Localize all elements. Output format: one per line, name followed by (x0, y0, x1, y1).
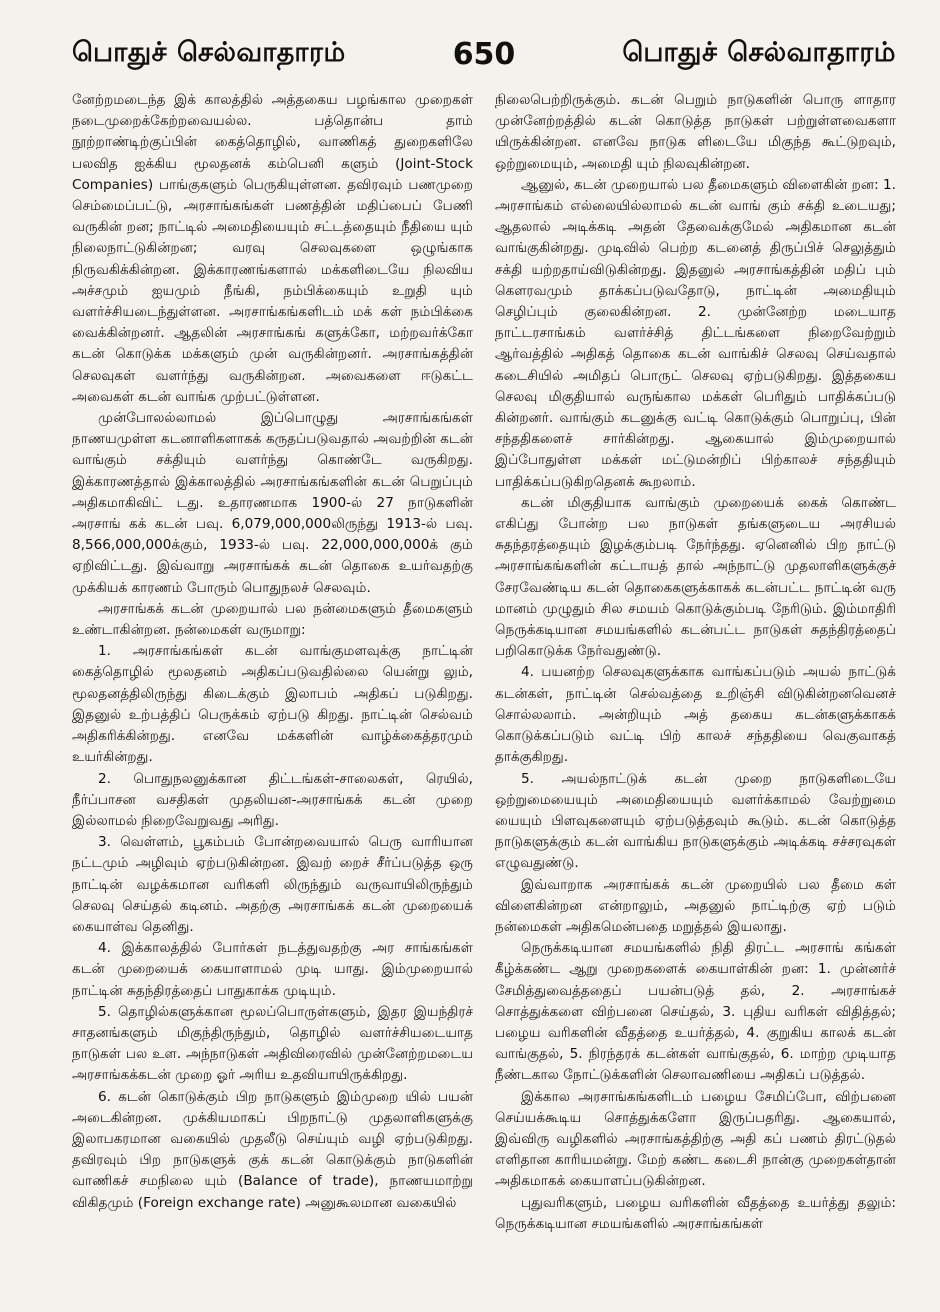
paragraph: நெருக்கடியான சமயங்களில் நிதி திரட்ட அரசாங் கங்கள் கீழ்க்கண்ட ஆறு முறைகளைக் கையாள்கின் றன: 1. முன்னர்ச் சேமித்துவைத்ததைப் பயன்படுத் தல், 2. அரசாங்கச் சொத்துக்களை விற்பனை செய்தல், 3. புதிய வரிகள் விதித்தல்; பழைய வரிகளின் வீதத்தை உயர்த்தல், 4. குறுகிய காலக் கடன் வாங்குதல், 5. நிரந்தரக் கடன்கள் வாங்குதல், 6. மாற்ற முடியாத நீண்டகால நோட்டுக்களின் செலாவணியை அதிகப் படுத்தல். (495, 940, 896, 1084)
paragraph: இவ்வாறாக அரசாங்கக் கடன் முறையில் பல தீமை கள் விளைகின்றன என்றாலும், அதனுல் நாட்டிற்கு ஏற் படும் நன்மைகள் அதிகமென்பதை மறுத்தல் இயலாது. (495, 876, 896, 935)
text-columns (72, 90, 896, 1300)
paragraph: நிலைபெற்றிருக்கும். கடன் பெறும் நாடுகளின் பொரு ளாதார முன்னேற்றத்தில் கடன் கொடுத்த நாடுகள் பற்றுள்ளவைகளா யிருக்கின்றன. எனவே நாடுக ளிடையே மிகுந்த கூட்டுறவும், ஒற்றுமையும், அமைதி யும் நிலவுகின்றன. (495, 92, 896, 172)
paragraph: 5. தொழில்களுக்கான மூலப்பொருள்களும், இதர இயந்திரச் சாதனங்களும் மிகுந்திருந்தும், தொழில் வளர்ச்சியடையாத நாடுகள் பல உள. அந்நாடுகள் அதிவிரைவில் முன்னேற்றமடைய அரசாங்கக்கடன் முறை ஓர் அரிய உதவியாயிருக்கிறது. (72, 1003, 473, 1084)
paragraph: முன்போலல்லாமல் இப்பொழுது அரசாங்கங்கள் நாணயமுள்ள கடனாளிகளாகக் கருதப்படுவதால் அவற்றின் கடன் வாங்கும் சக்தியும் வளர்ந்து கொண்டே வருகிறது. இக்காரணத்தால் இக்காலத்தில் அரசாங்கங்களின் கடன் பெறுப்பும் அதிகமாகிவிட் டது. உதாரணமாக 1900-ல் 27 நாடுகளின் அரசாங் கக் கடன் பவு. 6,079,000,000லிருந்து 1913-ல் பவு. 8,566,000,000க்கும், 1933-ல் பவு. 22,000,000,000க் கும் ஏறிவிட்டது. இவ்வாறு அரசாங்கக் கடன் தொகை உயர்வதற்கு முக்கியக் காரணம் போரும் பொதுநலச் செலவும். (72, 410, 473, 596)
paragraph: 1. அரசாங்கங்கள் கடன் வாங்குமளவுக்கு நாட்டின் கைத்தொழில் மூலதனம் அதிகப்படுவதில்லை யென்று லும், மூலதனத்திலிருந்து கிடைக்கும் இலாபம் அதிகப் படுகிறது. இதனுல் உற்பத்திப் பெருக்கம் ஏற்படு கிறது. நாட்டின் செல்வம் அதிகரிக்கின்றது. எனவே மக்களின் வாழ்க்கைத்தரமும் உயர்கின்றது. (72, 643, 473, 766)
paragraph: அரசாங்கக் கடன் முறையால் பல நன்மைகளும் தீமைகளும் உண்டாகின்றன. நன்மைகள் வருமாறு: (72, 600, 473, 639)
paragraph: கடன் மிகுதியாக வாங்கும் முறையைக் கைக் கொண்ட எகிப்து போன்ற பல நாடுகள் தங்களுடைய அரசியல் சுதந்தரத்தையும் இழக்கும்படி நேர்ந்தது. ஏனெனில் பிற நாட்டு அரசாங்கங்களின் கட்டாயத் தால் அந்நாட்டு முதலாளிகளுக்குச் சேரவேண்டிய கடன் தொகைகளுக்காகக் கடன்பட்ட நாட்டின் வரு மானம் முழுதும் சில சமயம் கொடுக்கும்படி நேரிடும். இம்மாதிரி நெருக்கடியான சமயங்களில் கடன்பட்ட நாடுகள் சுதந்திரத்தைப் பறிகொடுக்க நேர்வதுண்டு. (495, 494, 896, 660)
paragraph: 2. பொதுநலனுக்கான திட்டங்கள்-சாலைகள், ரெயில், நீர்ப்பாசன வசதிகள் முதலியன-அரசாங்கக் கடன் முறை இல்லாமல் நிறைவேறுவது அரிது. (72, 770, 473, 829)
paragraph: இக்கால அரசாங்கங்களிடம் பழைய சேமிப்போ, விற்பனை செய்யக்கூடிய சொத்துக்களோ இருப்பதரிது. ஆகையால், இவ்விரு வழிகளில் அரசாங்கத்திற்கு அதி கப் பணம் திரட்டுதல் எளிதான காரியமன்று. மேற் கண்ட கடைசி நான்கு முறைகள்தான் அதிகமாகக் கையாளப்படுகின்றன. (495, 1088, 896, 1190)
paragraph: 6. கடன் கொடுக்கும் பிற நாடுகளும் இம்முறை யில் பயன் அடைகின்றன. முக்கியமாகப் பிறநாட்டு முதலாளிகளுக்கு இலாபகரமான வகையில் முதலீடு செய்யும் வழி ஏற்படுகிறது. தவிரவும் பிற நாடுகளுக் குக் கடன் கொடுக்கும் நாடுகளின் வாணிகச் சமநிலை யும் (Balance of trade), நாணயமாற்று விகிதமும் (Foreign exchange rate) அனுகூலமான வகையில் (72, 1088, 473, 1211)
paragraph: ஆனுல், கடன் முறையால் பல தீமைகளும் விளைகின் றன: 1. அரசாங்கம் எல்லையில்லாமல் கடன் வாங் கும் சக்தி உடையது; ஆதலால் அடிக்கடி அதன் தேவைக்குமேல் அதிகமான கடன் வாங்குகின்றது. முடிவில் பெற்ற கடனைத் திருப்பிச் செலுத்தும் சக்தி யற்றதாய்விடுகின்றது. இதனுல் அரசாங்கத்தின் மதிப் பும் கௌரவமும் தாக்கப்படுவதோடு, நாட்டின் அமைதியும் செழிப்பும் குலைகின்றன. 2. முன்னேற்ற மடையாத நாட்டரசாங்கம் வளர்ச்சித் திட்டங்களை நிறைவேற்றும் ஆர்வத்தில் அதிகத் தொகை கடன் வாங்கிச் செலவு செய்வதால் கடைசியில் அமிதப் பொருட் செலவு ஏற்படுகிறது. இத்தகைய செலவு மிகுதியால் வருங்கால மக்கள் பெரிதும் பாதிக்கப்படு கின்றனர். வாங்கும் கடனுக்கு வட்டி கொடுக்கும் பொறுப்பு, பின் சந்ததிகளைச் சார்கின்றது. ஆகையால் இம்முறையால் இப்போதுள்ள மக்கள் மட்டுமன்றிப் பிற்காலச் சந்ததியும் பாதிக்கப்படுகிறதெனக் கூறலாம். (495, 176, 896, 490)
paragraph: னேற்றமடைந்த இக் காலத்தில் அத்தகைய பழங்கால முறைகள் நடைமுறைக்கேற்றவையல்ல. பத்தொன்ப தாம் நூற்றாண்டிற்குப்பின் கைத்தொழில், வாணிகத் துறைகளிலே பலவித ஐக்கிய மூலதனக் கம்பெனி களும் (Joint-Stock Companies) பாங்குகளும் பெருகியுள்ளன. தவிரவும் பணமுறை செம்மைப்பட்டு, அரசாங்கங்கள் பணத்தின் மதிப்பைப் பேணி வருகின் றன; நாட்டில் அமைதியையும் சட்டத்தையும் நீதியை யும் நிலைநாட்டுகின்றன; வரவு செலவுகளை ஒழுங்காக நிருவகிக்கின்றன. இக்காரணங்களால் மக்களிடையே நிலவிய அச்சமும் ஐயமும் நீங்கி, நம்பிக்கையும் உறுதி யும் வளர்ச்சியடைந்துள்ளன. அரசாங்கங்களிடம் மக் கள் நம்பிக்கை வைக்கின்றனர். ஆதலின் அரசாங்கங் களுக்கோ, மற்றவர்க்கோ கடன் கொடுக்க மக்களும் முன் வருகின்றனர். அரசாங்கத்தின் செலவுகள் வளர்ந்து வருகின்றன. அவைகளை ஈடுகட்ட அவைகள் கடன் வாங்க முற்பட்டுள்ளன. (72, 92, 473, 405)
header-title-left: பொதுச் செல்வாதாரம் (72, 37, 346, 68)
page-number: 650 (452, 37, 516, 72)
paragraph: 5. அயல்நாட்டுக் கடன் முறை நாடுகளிடையே ஒற்றுமையையும் அமைதியையும் வளர்க்காமல் வேற்றுமை யையும் பிளவுகளையும் ஏற்படுத்தவும் கூடும். கடன் கொடுத்த நாடுகளுக்கும் கடன் வாங்கிய நாடுகளுக்கும் அடிக்கடி சச்சரவுகள் எழுவதுண்டு. (495, 770, 896, 872)
left-column (72, 90, 473, 1300)
header-title-right: பொதுச் செல்வாதாரம் (622, 37, 896, 68)
right-column (495, 90, 896, 1300)
running-header (72, 38, 896, 72)
paragraph: 4. பயனற்ற செலவுகளுக்காக வாங்கப்படும் அயல் நாட்டுக் கடன்கள், நாட்டின் செல்வத்தை உறிஞ்சி விடுகின்றனவெனச் சொல்லலாம். அன்றியும் அத் தகைய கடன்களுக்காகக் கொடுக்கப்படும் வட்டி பிற் காலச் சந்ததியை வெகுவாகத் தாக்குகிறது. (495, 664, 896, 766)
paragraph: 4. இக்காலத்தில் போர்கள் நடத்துவதற்கு அர சாங்கங்கள் கடன் முறையைக் கையாளாமல் முடி யாது. இம்முறையால் நாட்டின் சுதந்திரத்தைப் பாதுகாக்க முடியும். (72, 940, 473, 999)
paragraph: 3. வெள்ளம், பூகம்பம் போன்றவையால் பெரு வாரியான நட்டமும் அழிவும் ஏற்படுகின்றன. இவற் றைச் சீர்ப்படுத்த ஒரு நாட்டின் வழக்கமான வரிகளி லிருந்தும் வருவாயிலிருந்தும் செலவு செய்தல் கடினம். அதற்கு அரசாங்கக் கடன் முறையைக் கையாள்வ தெனிது. (72, 834, 473, 935)
paragraph: புதுவரிகளும், பழைய வரிகளின் வீதத்தை உயர்த்து தலும்: நெருக்கடியான சமயங்களில் அரசாங்கங்கள் (495, 1194, 896, 1232)
